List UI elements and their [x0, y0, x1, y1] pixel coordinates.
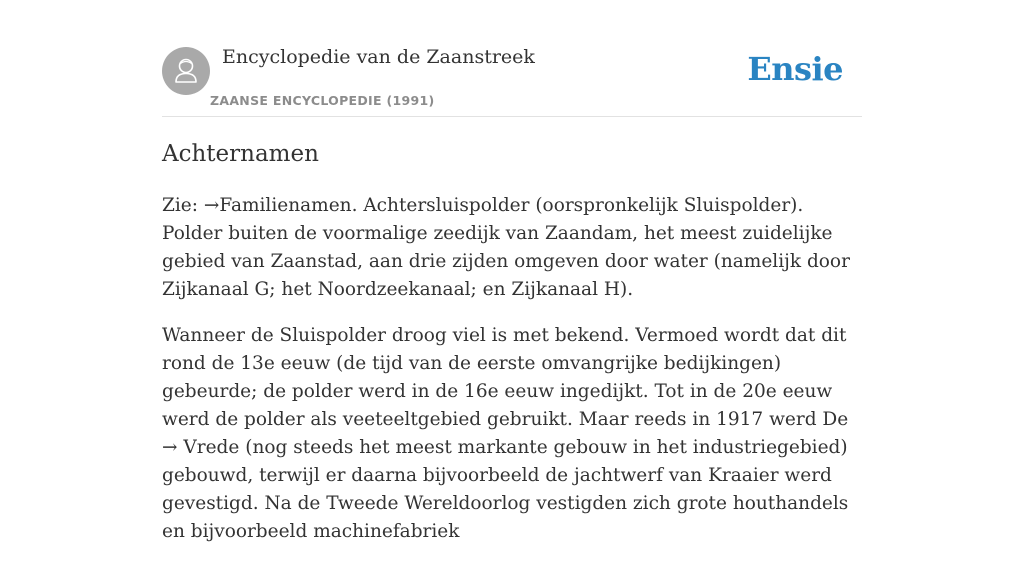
paragraph-text: Zie:	[162, 195, 204, 216]
source-title[interactable]: Encyclopedie van de Zaanstreek	[222, 46, 535, 68]
article-paragraph	[162, 192, 862, 304]
source-header	[162, 47, 862, 117]
user-icon	[162, 47, 210, 95]
article-title: Achternamen	[162, 141, 319, 167]
link-label: Vrede	[177, 437, 240, 458]
arrow-right-icon: →	[162, 437, 178, 458]
article	[162, 138, 862, 564]
paragraph-text: . Achtersluispolder (oorspronkelijk Sluispolder). Polder buiten de voormalige zeedijk van Zaandam, het meest zuidelijke gebied van Zaanstad, aan drie zijden omgeven door water (namelijk door Zijkanaal G; het Noordzeekanaal; en Zijkanaal H).	[162, 195, 850, 300]
paragraph-text: (nog steeds het meest markante gebouw in het industriegebied) gebouwd, terwijl er daarna bijvoorbeeld de jachtwerf van Kraaier werd gevestigd. Na de Tweede Wereldoorlog vestigden zich grote houthandels en bijvoorbeeld machinefabriek	[162, 437, 849, 542]
cross-reference-link[interactable]	[204, 195, 352, 216]
source-subtitle: ZAANSE ENCYCLOPEDIE (1991)	[210, 93, 435, 108]
arrow-right-icon: →	[203, 195, 220, 216]
cross-reference-link[interactable]	[162, 437, 239, 458]
avatar[interactable]	[162, 47, 210, 95]
article-paragraph	[162, 322, 862, 546]
brand-logo[interactable]: Ensie	[747, 50, 843, 88]
link-label: Familienamen	[219, 195, 352, 216]
paragraph-text: Wanneer de Sluispolder droog viel is met bekend. Vermoed wordt dat dit rond de 13e eeuw (de tijd van de eerste omvangrijke bedijkingen) gebeurde; de polder werd in de 16e eeuw ingedijkt. Tot in de 20e eeuw werd de polder als veeteeltgebied gebruikt. Maar reeds in 1917 werd De	[162, 325, 849, 430]
